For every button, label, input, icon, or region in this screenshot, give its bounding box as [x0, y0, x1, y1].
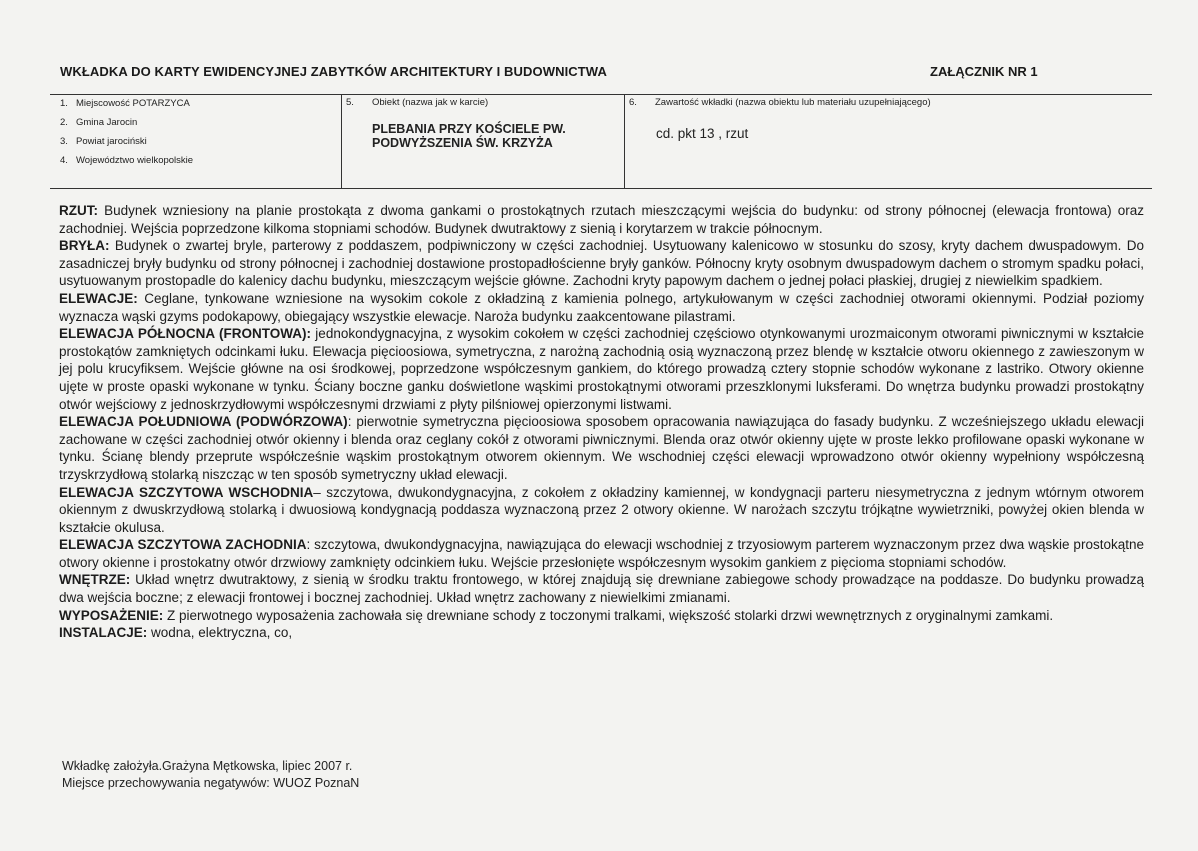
section-wnetrze — [59, 571, 1144, 606]
section-bryla — [59, 237, 1144, 290]
section-elewacje — [59, 290, 1144, 325]
section-heading: WNĘTRZE: — [59, 572, 131, 588]
content-label-text: Zawartość wkładki (nazwa obiektu lub materiału uzupełniającego) — [655, 97, 931, 108]
locality: Miejscowość POTARZYCA — [76, 98, 190, 109]
commune: Gmina Jarocin — [76, 117, 138, 128]
storage-note: Miejsce przechowywania negatywów: WUOZ PoznaN — [62, 776, 360, 790]
section-elewacja-zachodnia — [59, 536, 1144, 571]
info-table — [50, 94, 1152, 189]
location-item — [50, 116, 341, 135]
location-list — [50, 95, 341, 173]
content-label — [625, 95, 1152, 108]
section-text: : pierwotnie symetryczna pięcioosiowa sposobem opracowania nawiązująca do fasady budynku. Z wcześniejszego układu elewacji zachowane w części zachodniej otwór okienny i blenda oraz ceglany cokół z otworami piwnicznymi. Blenda oraz otwór okienny ujęte w proste lekko profilowane opaski wykonane w tynku. Ścianę blendy przeprute współcześnie wąskim prostokątnym otworem okiennym. We wschodniej części elewacji wprowadzono otwór okienny wypełniony współczesną trzyskrzydłową stolarką niszcząc w ten sposób symetryczny układ elewacji. — [59, 414, 1144, 482]
footer — [62, 758, 359, 792]
object-label — [342, 95, 624, 108]
object-label-text: Obiekt (nazwa jak w karcie) — [372, 97, 489, 108]
section-heading: ELEWACJA SZCZYTOWA ZACHODNIA — [59, 537, 307, 553]
section-heading: BRYŁA: — [59, 238, 110, 254]
object-name-line: PODWYŻSZENIA ŚW. KRZYŻA — [372, 136, 553, 150]
item-number: 5. — [346, 97, 354, 108]
item-number: 2. — [60, 117, 68, 128]
item-number: 6. — [629, 97, 637, 108]
section-heading: INSTALACJE: — [59, 625, 148, 641]
item-number: 3. — [60, 136, 68, 147]
location-item — [50, 97, 341, 116]
section-heading: ELEWACJE: — [59, 290, 138, 306]
section-instalacje — [59, 624, 1144, 642]
location-column — [50, 95, 341, 188]
content-value: cd. pkt 13 , rzut — [656, 126, 749, 141]
section-text: jednokondygnacyjna, z wysokim cokołem w części zachodniej częściowo otynkowanymi urozmaiconym otworami piwnicznymi w kształcie prostokątów zamkniętych odcinkami łuku. Elewacja pięcioosiowa, symetryczna, z narożną zachodnią osią wyznaczoną przez blendę w kształcie otworu okiennego z zawieszonym w jej polu krucyfiksem. Wejście główne na osi środkowej, poprzedzone współczesnym gankiem, do którego prowadzą cztery stopnie schodów wykonane z lastriko. Otwory okienne ujęte w proste opaski wykonane w tynku. Ściany boczne ganku doświetlone wąskimi prostokątnymi otworami przeszklonymi luksferami. Do wnętrza budynku prowadzi prostokątny otwór wejściowy z jednoskrzydłowymi współczesnymi drzwiami z płyty pilśniowej opierzonymi listwami. — [59, 326, 1144, 412]
author-note: Wkładkę założyła.Grażyna Mętkowska, lipiec 2007 r. — [62, 759, 353, 773]
section-text: – szczytowa, dwukondygnacyjna, z cokołem z okładziny kamiennej, w kondygnacji parteru niesymetryczna z jednym wtórnym otworem okiennym z dwuskrzydłową stolarką i dwuosiową kondygnacją poddasza wyznaczoną przez 2 otwory okienne. W narożach szczytu trójkątne wywietrzniki, powyżej okien blenda w kształcie okulusa. — [59, 484, 1144, 535]
section-rzut — [59, 202, 1144, 237]
document-title: WKŁADKA DO KARTY EWIDENCYJNEJ ZABYTKÓW ARCHITEKTURY I BUDOWNICTWA — [60, 64, 607, 79]
section-heading: RZUT: — [59, 203, 98, 218]
location-item — [50, 154, 341, 173]
section-heading: ELEWACJA POŁUDNIOWA (PODWÓRZOWA) — [59, 414, 348, 430]
section-wyposazenie — [59, 607, 1144, 625]
annex-number: ZAŁĄCZNIK NR 1 — [930, 64, 1038, 79]
section-text: wodna, elektryczna, co, — [147, 625, 293, 641]
section-text: : szczytowa, dwukondygnacyjna, nawiązująca do elewacji wschodniej z trzyosiowym parterem wyznaczonym przez dwa wąskie prostokątne otwory okienne i prostokatny otwór drzwiowy zamknięty odcinkiem łuku. Wejście przesłonięte współczesnym wysokim gankiem z pięcioma stopniami schodów. — [59, 537, 1144, 570]
section-elewacja-wschodnia — [59, 484, 1144, 537]
section-text: Ceglane, tynkowane wzniesione na wysokim cokole z okładziną z kamienia polnego, artykułowanym w części zachodniej otworami okiennymi. Podział poziomy wyznacza wąski gzyms podokapowy, obiegający wszystkie elewacje. Naroża budynku zaakcentowane pilastrami. — [59, 290, 1144, 324]
section-elewacja-poludniowa — [59, 413, 1144, 483]
section-text: Układ wnętrz dwutraktowy, z sienią w środku traktu frontowego, w której znajdują się drewniane zabiegowe schody prowadzące na poddasze. Do budynku prowadzą dwa wejścia boczne; z elewacji frontowej i bocznej zachodniej. Układ wnętrz zachowany z niewielkimi zmianami. — [59, 572, 1144, 606]
item-number: 1. — [60, 98, 68, 109]
object-name-line: PLEBANIA PRZY KOŚCIELE PW. — [372, 122, 566, 136]
content-column — [624, 95, 1152, 188]
object-column — [341, 95, 624, 188]
section-text: Budynek o zwartej bryle, parterowy z poddaszem, podpiwniczony w części zachodniej. Usytuowany kalenicowo w stosunku do szosy, kryty dachem dwuspadowym. Do zasadniczej bryły budynku od strony północnej i zachodniej dostawione prostopadłościenne bryły ganków. Północny kryty osobnym dwuspadowym dachem o stromym spadku połaci, usytuowanym prostopadle do kalenicy dachu budynku, mieszczącym wejście główne. Zachodni kryty papowym dachem o jednej połaci płaskiej, drugiej z niewielkim spadkiem. — [59, 238, 1144, 289]
section-text: Z pierwotnego wyposażenia zachowała się drewniane schody z toczonymi tralkami, większość stolarki drzwi wewnętrznych z oryginalnymi zamkami. — [163, 607, 1054, 623]
voivodeship: Województwo wielkopolskie — [76, 155, 194, 166]
item-number: 4. — [60, 155, 68, 166]
section-elewacja-polnocna — [59, 325, 1144, 413]
description-body — [59, 202, 1144, 642]
section-heading: ELEWACJA PÓŁNOCNA (FRONTOWA): — [59, 326, 311, 342]
object-name — [372, 122, 624, 150]
county: Powiat jarociński — [76, 136, 147, 147]
section-text: Budynek wzniesiony na planie prostokąta z dwoma gankami o prostokątnych rzutach mieszczącymi wejścia do budynku: od strony północnej (elewacja frontowa) oraz zachodniej. Wejścia poprzedzone kilkoma stopniami schodów. Budynek dwutraktowy z sienią i korytarzem w trakcie północnym. — [59, 203, 1144, 236]
section-heading: ELEWACJA SZCZYTOWA WSCHODNIA — [59, 484, 314, 500]
location-item — [50, 135, 341, 154]
section-heading: WYPOSAŻENIE: — [59, 607, 164, 623]
